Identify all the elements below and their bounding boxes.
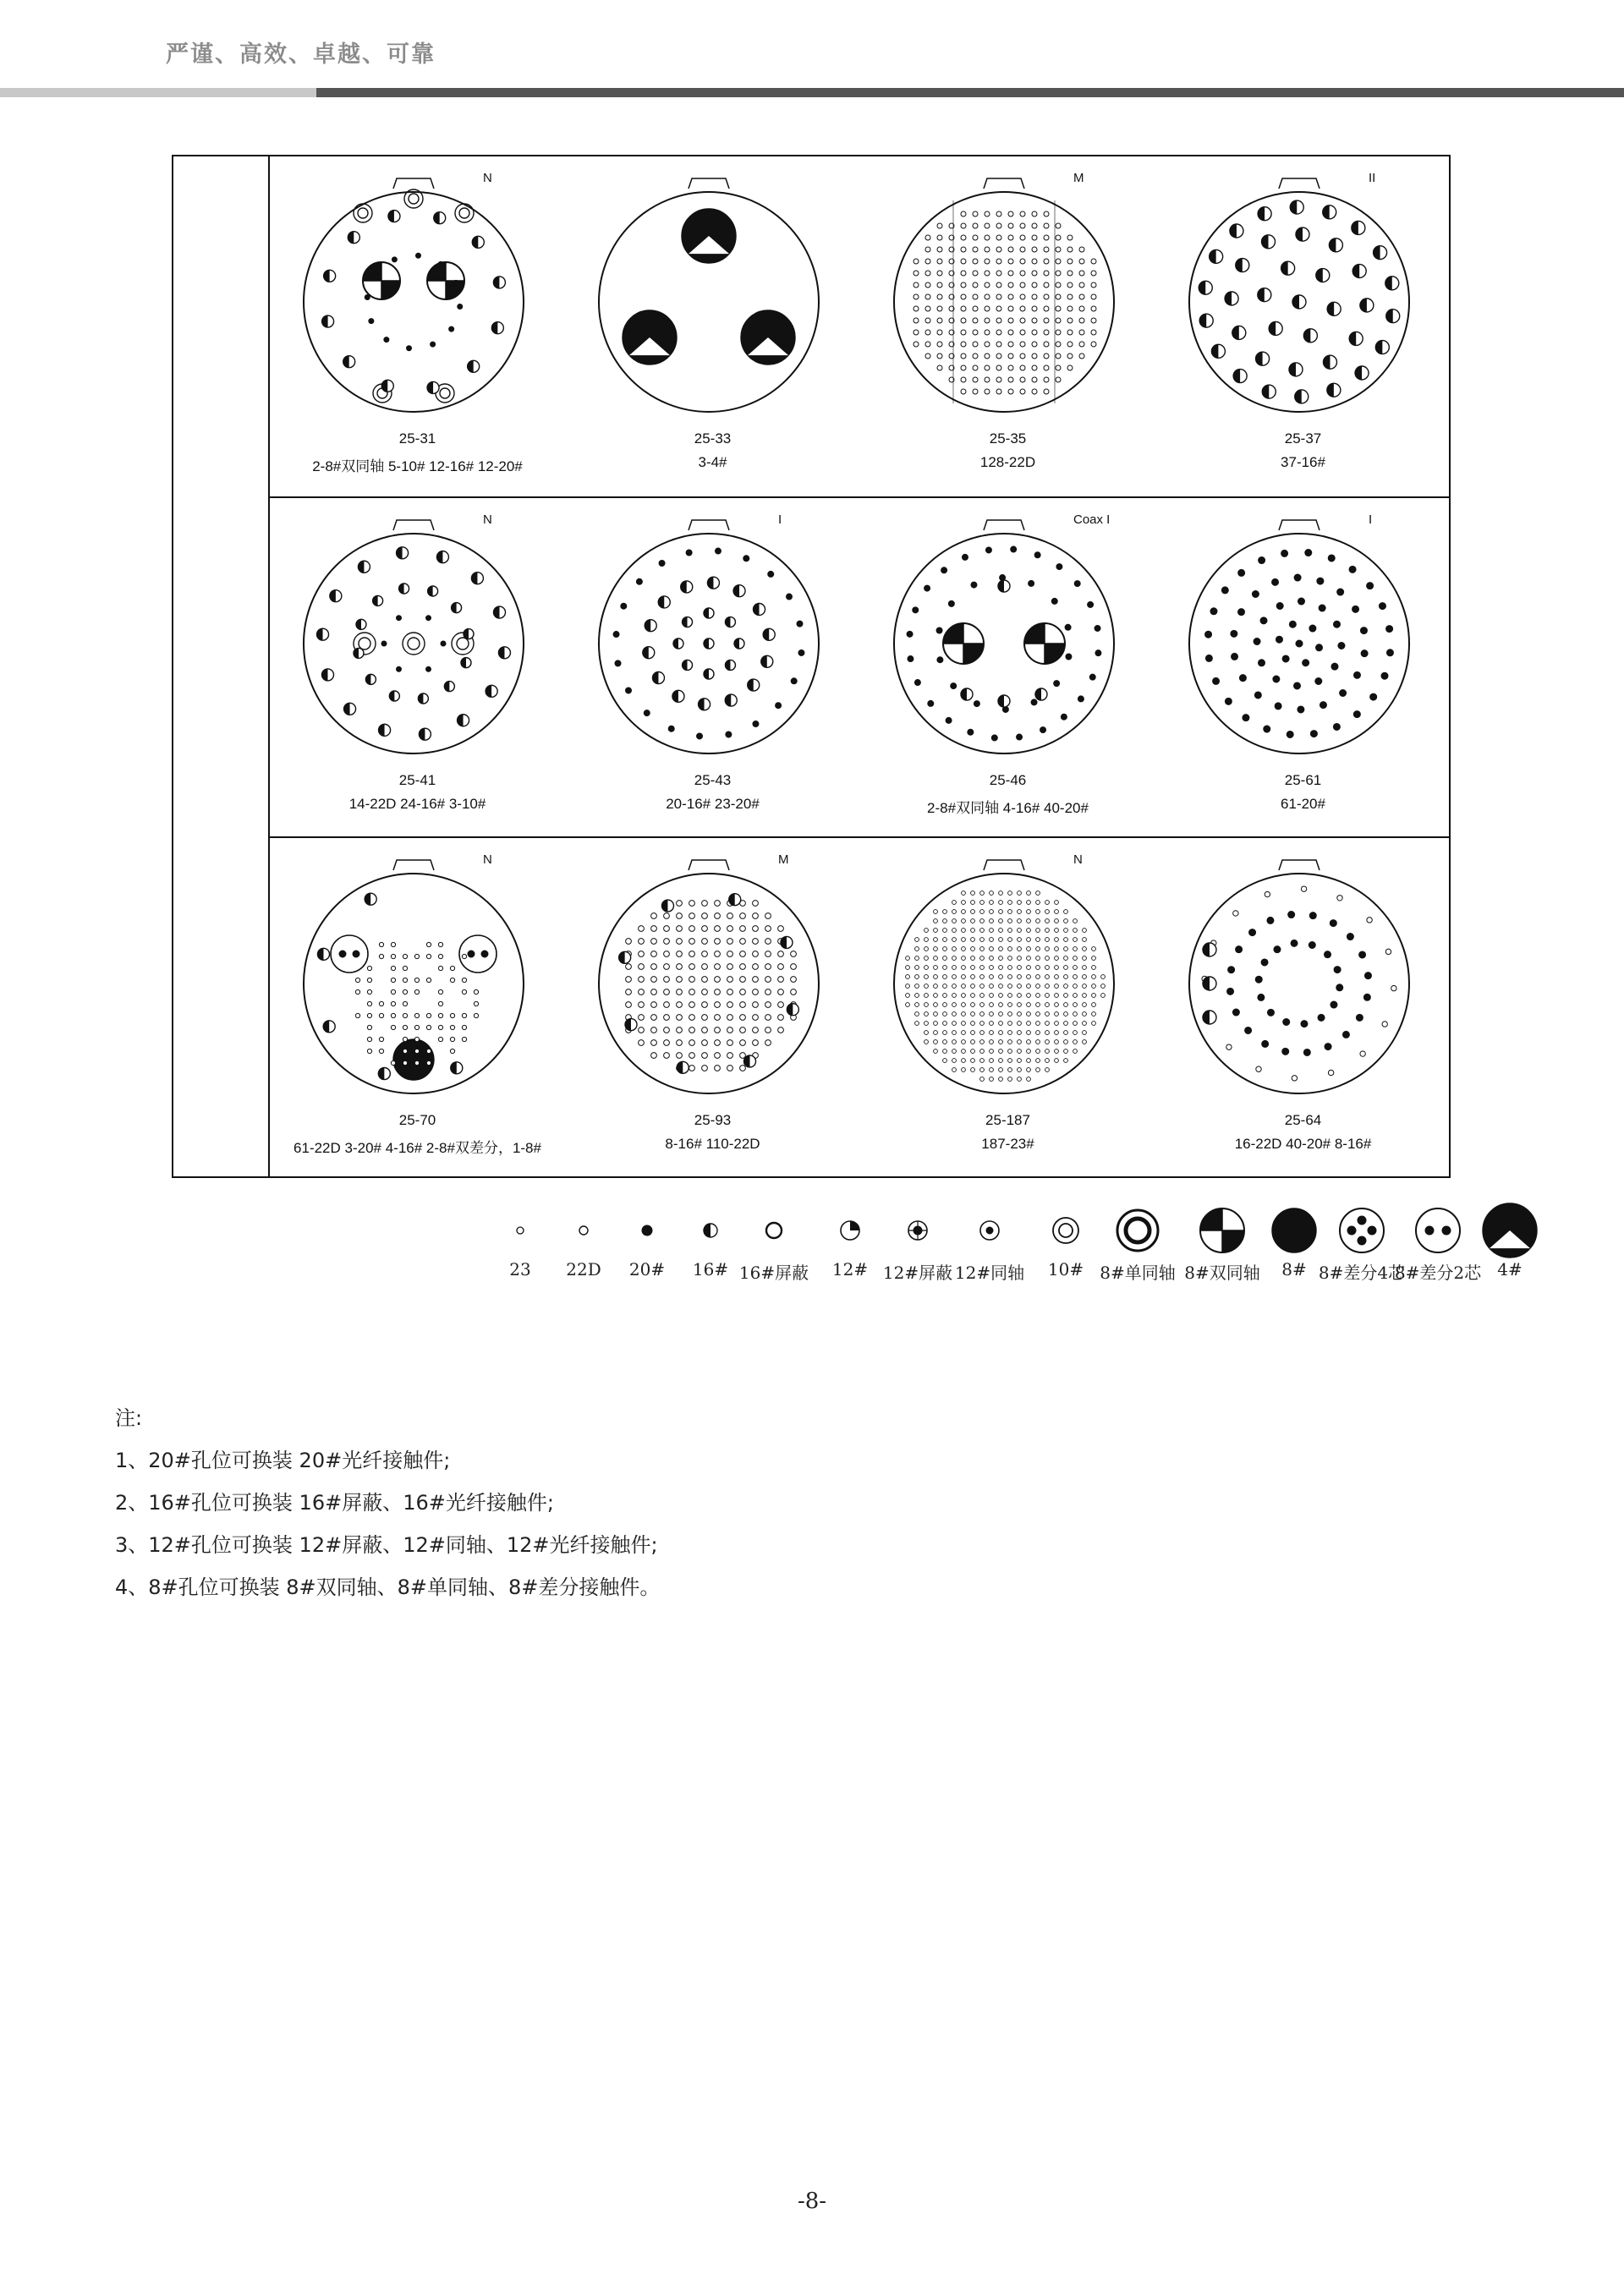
- connector-cell: [270, 156, 565, 496]
- connector-code: 25-61: [1284, 772, 1322, 788]
- connector-cell: [1155, 838, 1451, 1178]
- svg-text:I: I: [778, 512, 782, 527]
- connector-code: 25-46: [989, 772, 1027, 788]
- connector-contacts: 37-16#: [1281, 454, 1325, 470]
- legend-label: 23: [509, 1259, 531, 1280]
- svg-text:N: N: [483, 512, 492, 527]
- shielded-ring-icon: [740, 1197, 808, 1264]
- connector-code: 25-33: [694, 430, 732, 447]
- svg-text:II: II: [1369, 171, 1376, 185]
- connector-diagram: [1172, 508, 1426, 762]
- connector-contacts: 8-16# 110-22D: [665, 1136, 760, 1152]
- header-bar-dark: [316, 88, 1624, 97]
- svg-text:Coax I: Coax I: [1073, 512, 1111, 527]
- connector-row: [270, 836, 1451, 1178]
- note-item: 1、20#孔位可换装 20#光纤接触件;: [115, 1449, 451, 1472]
- legend-label: 22D: [566, 1259, 601, 1280]
- four-core-icon: [1328, 1197, 1396, 1264]
- solid-circle-icon: [1260, 1197, 1328, 1264]
- legend-label: 12#屏蔽: [882, 1263, 953, 1283]
- legend-label: 8#差分2芯: [1394, 1263, 1482, 1283]
- connector-contacts: 2-8#双同轴 4-16# 40-20#: [927, 800, 1089, 816]
- legend-item: [1184, 1197, 1260, 1298]
- connector-cell: [1155, 156, 1451, 496]
- quadrant-icon: [1188, 1197, 1256, 1264]
- note-item: 3、12#孔位可换装 12#屏蔽、12#同轴、12#光纤接触件;: [115, 1533, 658, 1557]
- small-dot-icon: [613, 1197, 681, 1264]
- connector-code: 25-70: [398, 1112, 436, 1128]
- connector-diagram: [877, 848, 1131, 1102]
- legend-item: [1394, 1197, 1482, 1298]
- coax-dot-icon: [956, 1197, 1023, 1264]
- header-slogan: 严谨、高效、卓越、可靠: [166, 41, 436, 68]
- legend-item: [736, 1197, 812, 1298]
- notes-heading: 注:: [115, 1406, 143, 1430]
- svg-text:I: I: [1369, 512, 1373, 527]
- connector-code: 25-64: [1284, 1112, 1322, 1128]
- connector-cell: [860, 498, 1155, 838]
- connector-diagram: [287, 508, 540, 762]
- cross-ring-icon: [884, 1197, 952, 1264]
- connector-cell: [270, 498, 565, 838]
- svg-text:N: N: [1073, 852, 1083, 867]
- thick-ring-icon: [1104, 1197, 1171, 1264]
- connector-contacts: 61-22D 3-20# 4-16# 2-8#双差分，1-8#: [294, 1140, 541, 1156]
- connector-code: 25-93: [694, 1112, 732, 1128]
- connector-contacts: 61-20#: [1281, 796, 1325, 812]
- connector-grid: [172, 155, 1451, 1178]
- legend-label: 8#双同轴: [1184, 1263, 1260, 1283]
- legend-label: 8#: [1281, 1259, 1307, 1280]
- connector-code: 25-31: [398, 430, 436, 447]
- connector-diagram: [582, 848, 836, 1102]
- connector-contacts: 16-22D 40-20# 8-16#: [1234, 1136, 1372, 1152]
- connector-code: 25-41: [398, 772, 436, 788]
- connector-contacts: 2-8#双同轴 5-10# 12-16# 12-20#: [312, 458, 523, 474]
- connector-contacts: 3-4#: [698, 454, 727, 470]
- connector-cell: [565, 838, 860, 1178]
- connector-contacts: 20-16# 23-20#: [666, 796, 760, 812]
- connector-diagram: [287, 167, 540, 420]
- connector-cell: [860, 838, 1155, 1178]
- connector-diagram: [1172, 167, 1426, 420]
- legend-label: 8#差分4芯: [1318, 1263, 1406, 1283]
- connector-diagram: [582, 508, 836, 762]
- connector-contacts: 187-23#: [981, 1136, 1034, 1152]
- small-ring-icon: [550, 1197, 617, 1264]
- two-core-icon: [1404, 1197, 1472, 1264]
- connector-diagram: [582, 167, 836, 420]
- legend-label: 16#屏蔽: [738, 1263, 809, 1283]
- connector-code: 25-35: [989, 430, 1027, 447]
- connector-contacts: 128-22D: [979, 454, 1036, 470]
- half-filled-icon: [677, 1197, 744, 1264]
- connector-cell: [1155, 498, 1451, 838]
- page-number: -8-: [797, 2189, 827, 2214]
- legend-item: [1100, 1197, 1176, 1298]
- notched-circle-icon: [1476, 1197, 1544, 1264]
- connector-row: [270, 156, 1451, 496]
- double-ring-icon: [1032, 1197, 1100, 1264]
- legend-label: 10#: [1047, 1259, 1084, 1280]
- header-bar-light: [0, 88, 316, 97]
- legend-label: 20#: [628, 1259, 666, 1280]
- svg-text:N: N: [483, 852, 492, 867]
- connector-code: 25-43: [694, 772, 732, 788]
- legend-item: [952, 1197, 1028, 1298]
- connector-diagram: [1172, 848, 1426, 1102]
- legend-label: 12#: [831, 1259, 869, 1280]
- notes-section: [115, 1397, 1553, 1608]
- legend-label: 16#: [692, 1259, 729, 1280]
- tiny-ring-icon: [486, 1197, 554, 1264]
- connector-diagram: [287, 848, 540, 1102]
- svg-text:M: M: [1073, 171, 1084, 185]
- connector-code: 25-37: [1284, 430, 1322, 447]
- connector-diagram: [877, 508, 1131, 762]
- note-item: 4、8#孔位可换装 8#双同轴、8#单同轴、8#差分接触件。: [115, 1575, 661, 1599]
- legend-item: [1472, 1197, 1548, 1298]
- note-item: 2、16#孔位可换装 16#屏蔽、16#光纤接触件;: [115, 1491, 554, 1515]
- quarter-filled-icon: [816, 1197, 884, 1264]
- legend-label: 8#单同轴: [1100, 1263, 1176, 1283]
- connector-cell: [860, 156, 1155, 496]
- connector-cell: [565, 498, 860, 838]
- legend-label: 12#同轴: [954, 1263, 1025, 1283]
- connector-cell: [565, 156, 860, 496]
- contact-legend: [474, 1197, 1522, 1298]
- svg-text:M: M: [778, 852, 789, 867]
- svg-text:N: N: [483, 171, 492, 185]
- connector-contacts: 14-22D 24-16# 3-10#: [348, 796, 486, 812]
- connector-grid-inner: [268, 156, 1451, 1176]
- connector-diagram: [877, 167, 1131, 420]
- connector-cell: [270, 838, 565, 1178]
- legend-label: 4#: [1497, 1259, 1522, 1280]
- connector-row: [270, 496, 1451, 838]
- connector-code: 25-187: [985, 1112, 1030, 1128]
